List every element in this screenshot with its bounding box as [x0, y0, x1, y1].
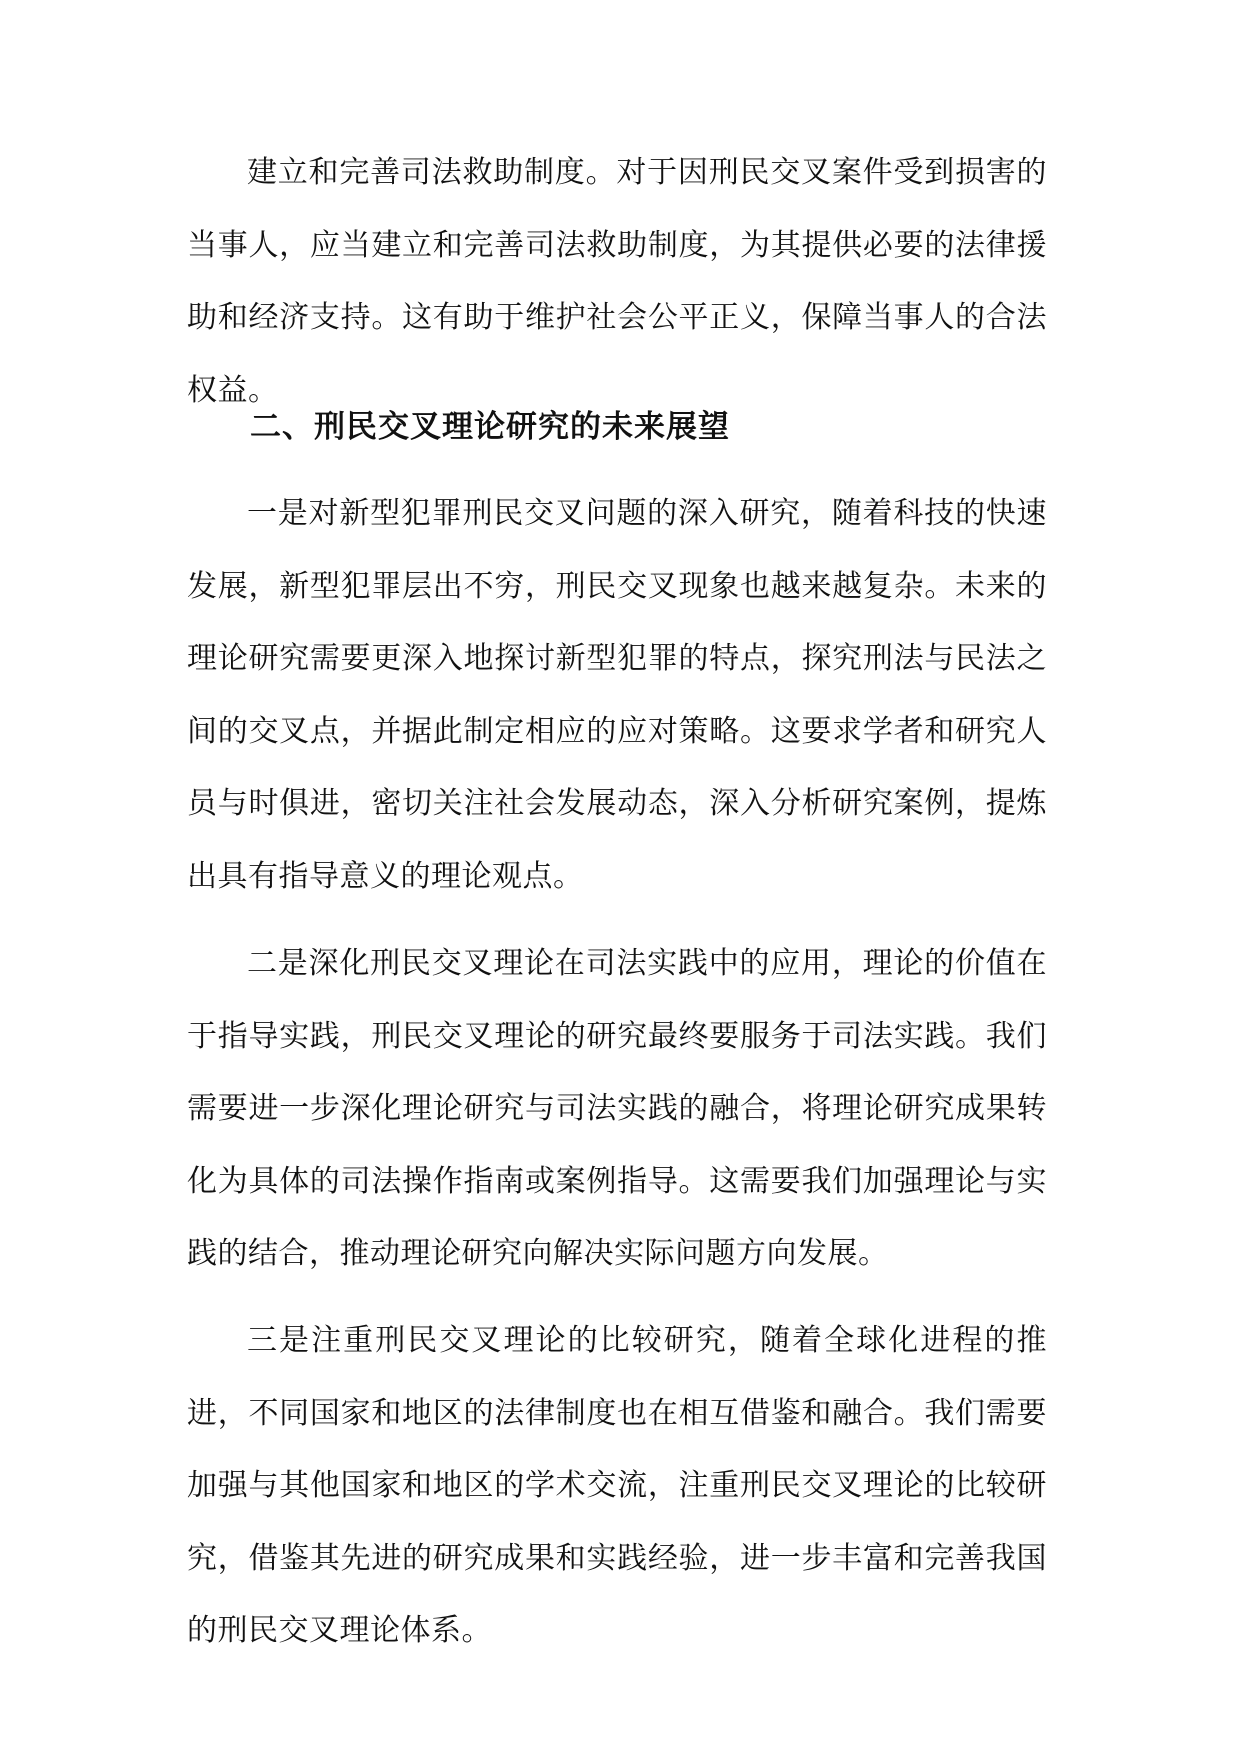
body-paragraph-3: 三是注重刑民交叉理论的比较研究，随着全球化进程的推进，不同国家和地区的法律制度也在相互借鉴和融合。我们需要加强与其他国家和地区的学术交流，注重刑民交叉理论的比较研究，借鉴其先进的研究成果和实践经验，进一步丰富和完善我国的刑民交叉理论体系。: [187, 1323, 1047, 1648]
intro-paragraph: 建立和完善司法救助制度。对于因刑民交叉案件受到损害的当事人，应当建立和完善司法救助制度，为其提供必要的法律援助和经济支持。这有助于维护社会公平正义，保障当事人的合法权益。: [187, 155, 1047, 408]
body-paragraph-2: 二是深化刑民交叉理论在司法实践中的应用，理论的价值在于指导实践，刑民交叉理论的研究最终要服务于司法实践。我们需要进一步深化理论研究与司法实践的融合，将理论研究成果转化为具体的司法操作指南或案例指导。这需要我们加强理论与实践的结合，推动理论研究向解决实际问题方向发展。: [187, 946, 1047, 1271]
section-heading: 二、刑民交叉理论研究的未来展望: [250, 409, 730, 445]
body-paragraph-1: 一是对新型犯罪刑民交叉问题的深入研究，随着科技的快速发展，新型犯罪层出不穷，刑民交叉现象也越来越复杂。未来的理论研究需要更深入地探讨新型犯罪的特点，探究刑法与民法之间的交叉点，并据此制定相应的应对策略。这要求学者和研究人员与时俱进，密切关注社会发展动态，深入分析研究案例，提炼出具有指导意义的理论观点。: [187, 496, 1047, 894]
